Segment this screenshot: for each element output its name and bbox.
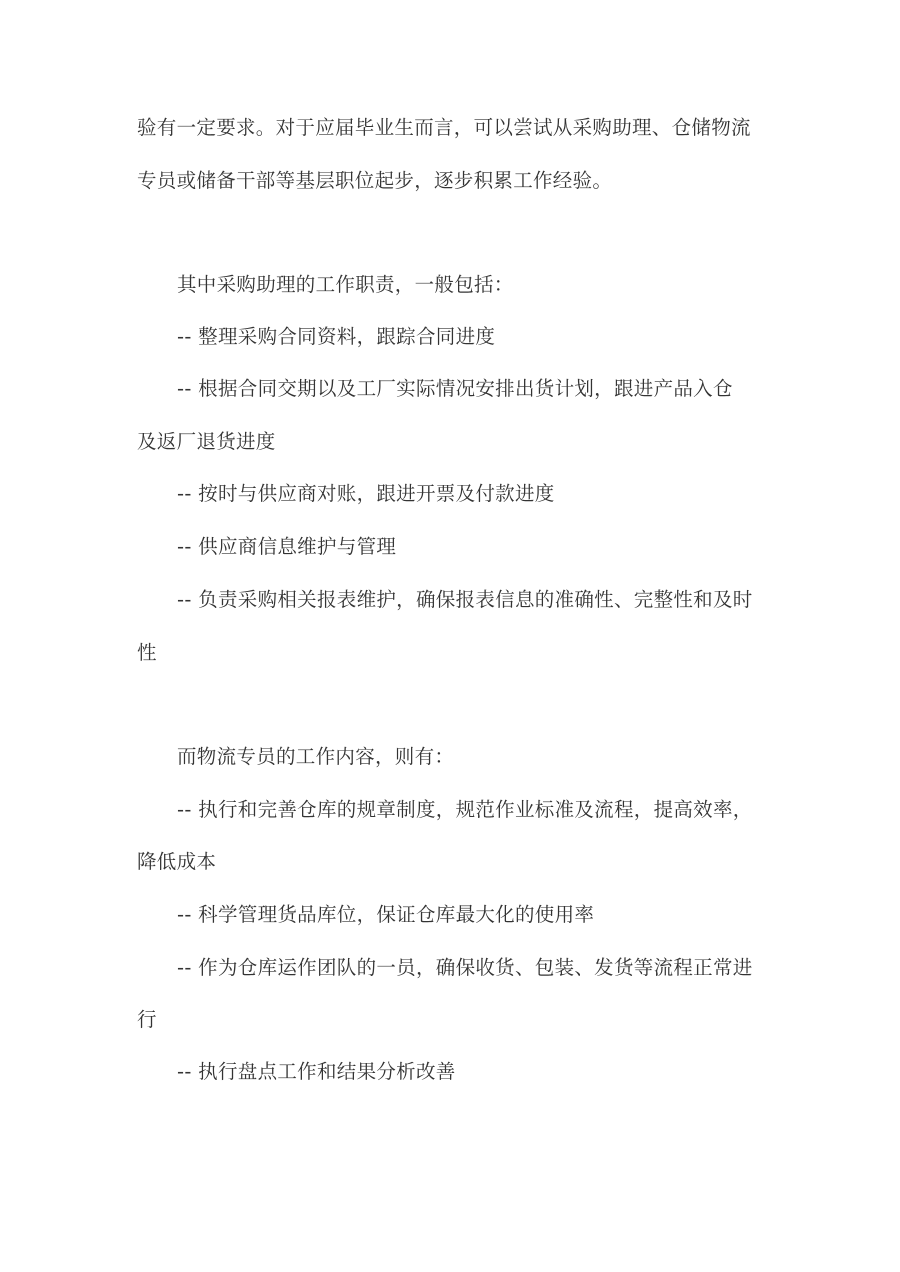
logistics-item-3: -- 作为仓库运作团队的一员，确保收货、包装、发货等流程正常进 — [177, 956, 753, 979]
intro-line-2: 专员或储备干部等基层职位起步，逐步积累工作经验。 — [137, 169, 613, 192]
purchasing-heading: 其中采购助理的工作职责，一般包括： — [177, 273, 514, 296]
logistics-item-4: -- 执行盘点工作和结果分析改善 — [177, 1060, 456, 1083]
intro-line-1: 验有一定要求。对于应届毕业生而言，可以尝试从采购助理、仓储物流 — [137, 116, 751, 139]
logistics-item-1: -- 执行和完善仓库的规章制度，规范作业标准及流程，提高效率， — [177, 798, 753, 821]
purchasing-item-2: -- 根据合同交期以及工厂实际情况安排出货计划，跟进产品入仓 — [177, 377, 733, 400]
purchasing-item-4: -- 供应商信息维护与管理 — [177, 535, 397, 558]
purchasing-item-5-continuation: 性 — [137, 641, 157, 664]
logistics-item-3-continuation: 行 — [137, 1008, 157, 1031]
purchasing-item-5: -- 负责采购相关报表维护，确保报表信息的准确性、完整性和及时 — [177, 588, 753, 611]
purchasing-item-2-continuation: 及返厂退货进度 — [137, 430, 276, 453]
purchasing-item-3: -- 按时与供应商对账，跟进开票及付款进度 — [177, 482, 555, 505]
logistics-heading: 而物流专员的工作内容，则有： — [177, 745, 455, 768]
logistics-item-2: -- 科学管理货品库位，保证仓库最大化的使用率 — [177, 903, 595, 926]
logistics-item-1-continuation: 降低成本 — [137, 850, 217, 873]
purchasing-item-1: -- 整理采购合同资料，跟踪合同进度 — [177, 325, 496, 348]
